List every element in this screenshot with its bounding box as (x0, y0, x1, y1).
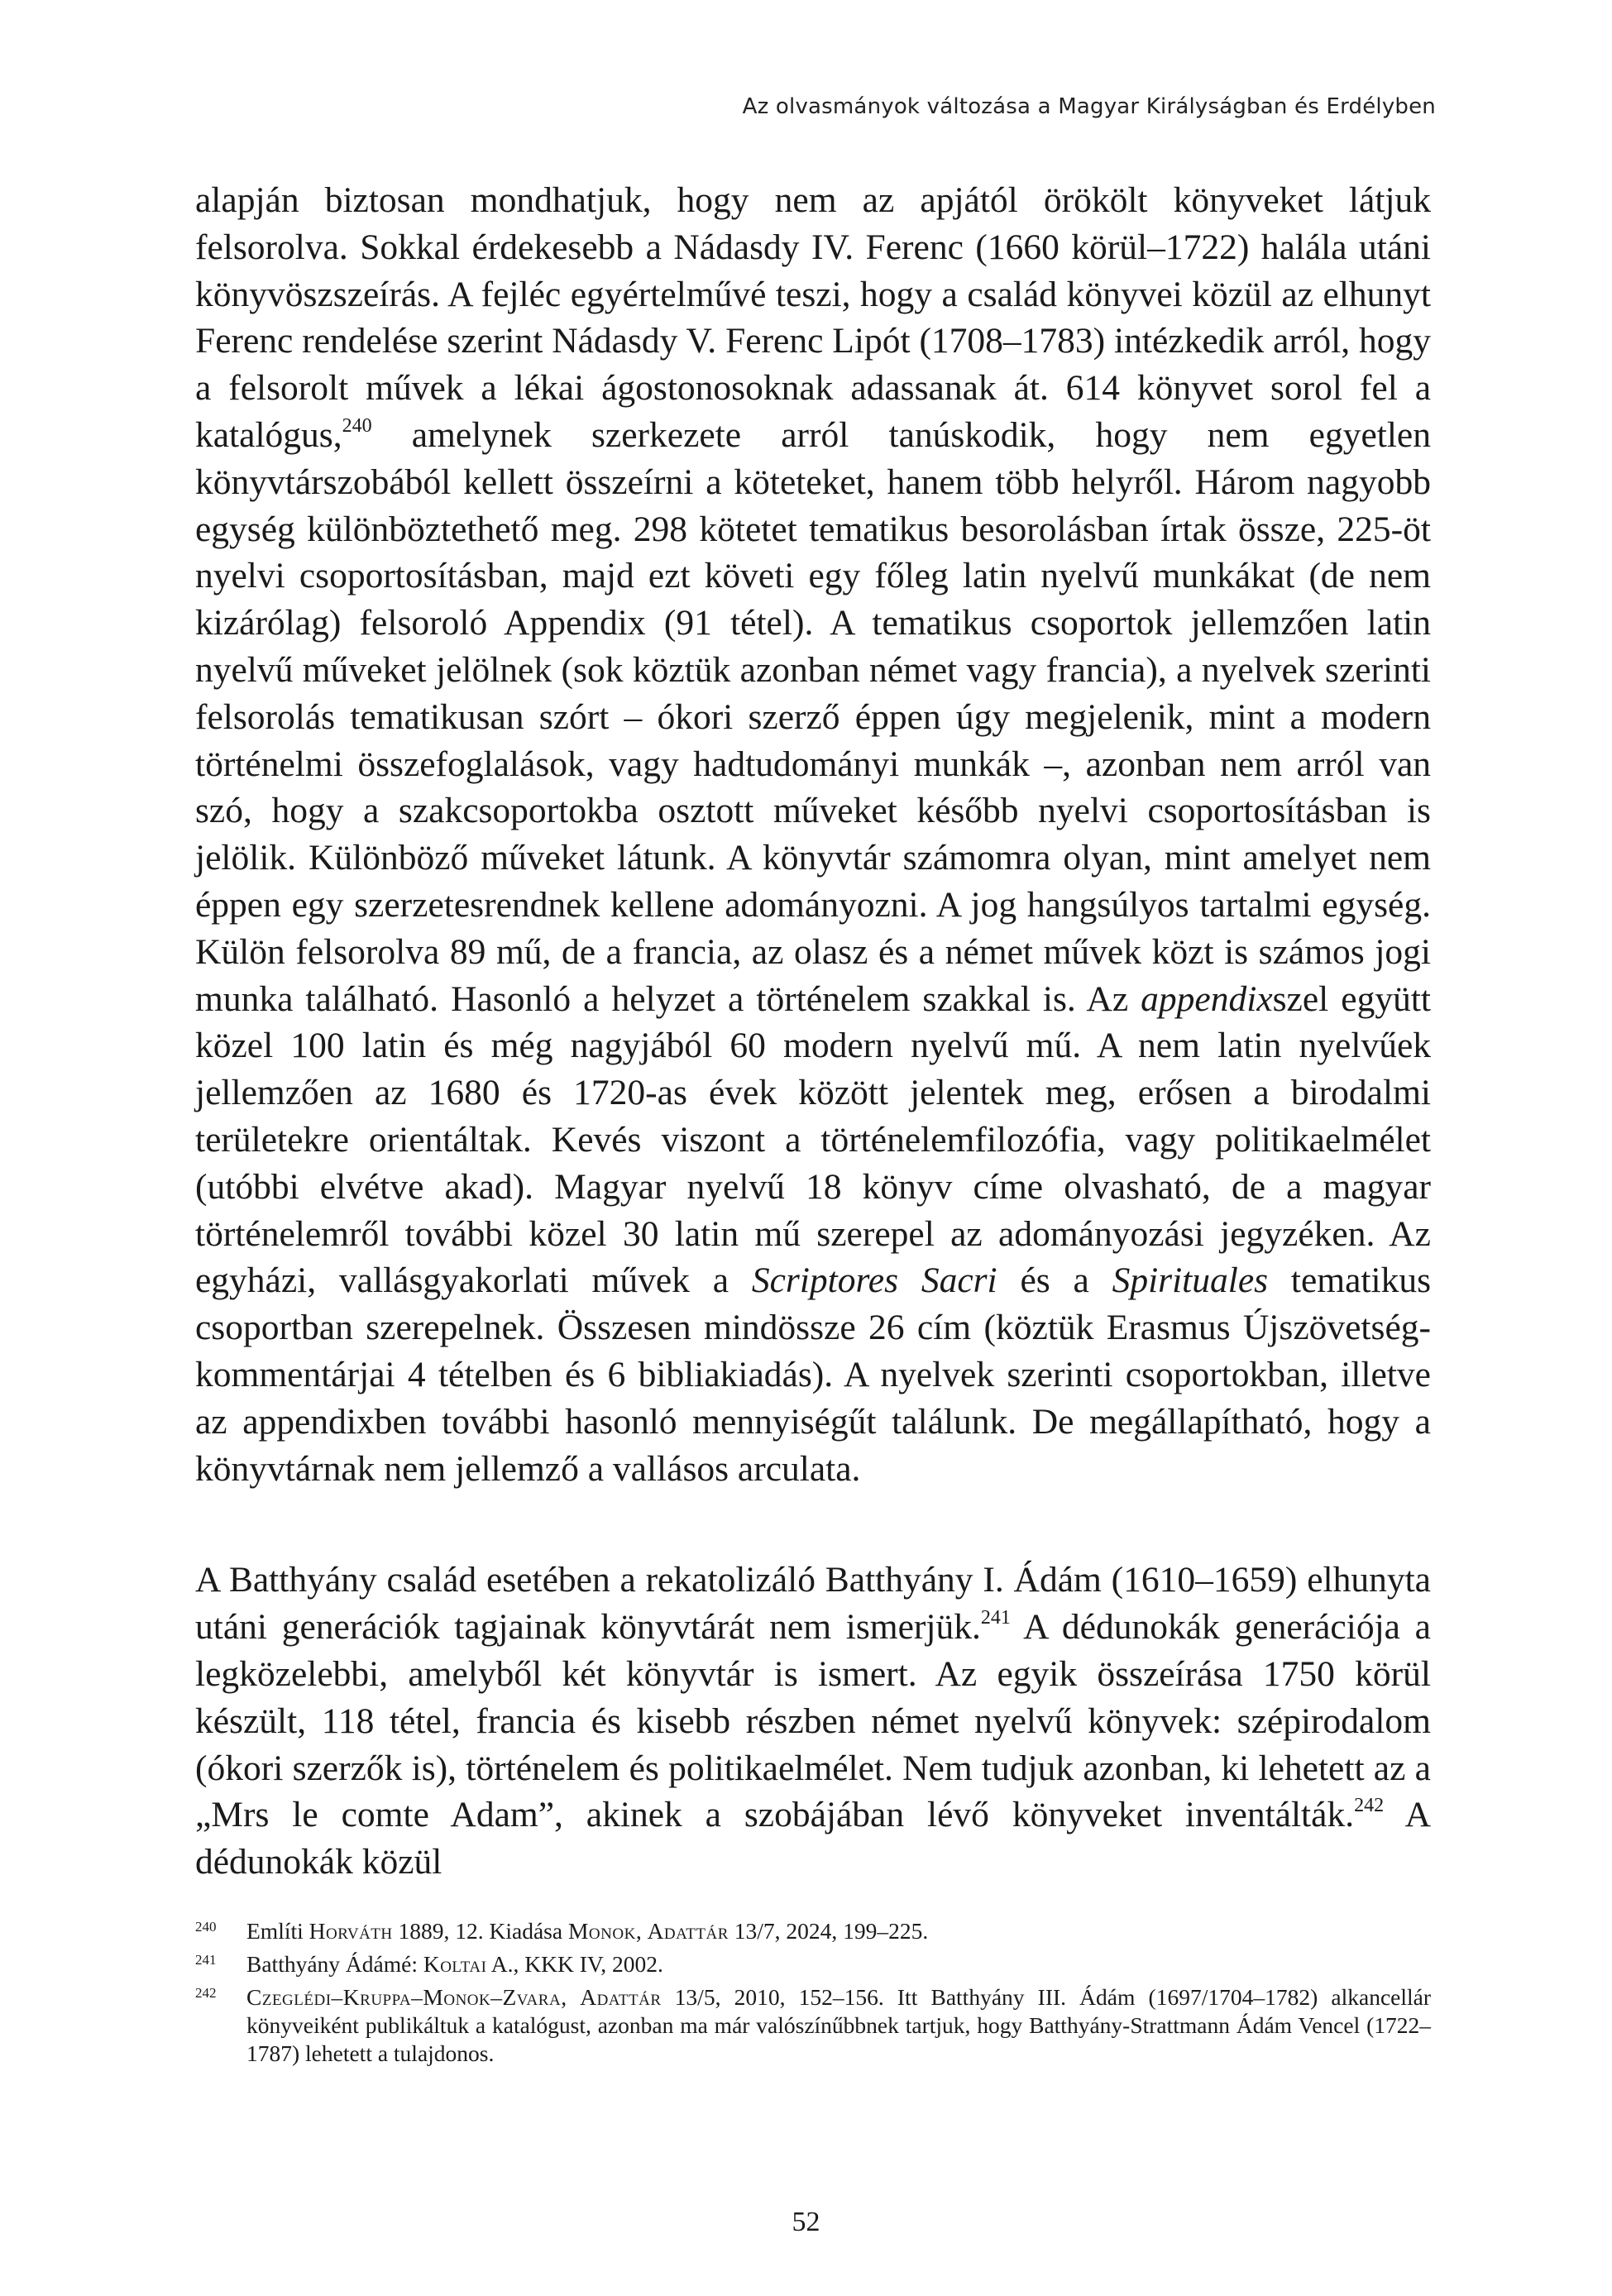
italic-scriptores-sacri: Scriptores Sacri (751, 1260, 997, 1301)
footnote-242: 242 Czeglédi–Kruppa–Monok–Zvara, Adattár 13/5, 2010, 152–156. Itt Batthyány III. Ádám (1697/1704–1782) alkancellár könyveiként publikáltuk a katalógust, azonban ma már valószínűbbnek tartjuk, hogy Batthyány-Strattmann Ádám Vencel (1722–1787) lehetett a tulajdonos. (195, 1984, 1432, 2066)
page-number: 52 (792, 2207, 820, 2237)
footnotes (195, 1917, 1431, 2073)
paragraph-nadasdy: alapján biztosan mondhatjuk, hogy nem az apjától örökölt könyveket látjuk felsorolva. Sokkal érdekesebb a Nádasdy IV. Ferenc (1660 körül–1722) halála utáni könyvöszszeírás. A fejléc egyértelművé teszi, hogy a család könyvei közül az elhunyt Ferenc rendelése szerint Nádasdy V. Ferenc Lipót (1708–1783) intézkedik arról, hogy a felsorolt művek a lékai ágostonosoknak adassanak át. 614 könyvet sorol fel a katalógus,$^{240}$ amelynek szerkezete arról tanúskodik, hogy nem egyetlen könyvtárszobából kellett összeírni a köteteket, hanem több helyről. Három nagyobb egység különböztethető meg. 298 kötetet tematikus besorolásban írtak össze, 225-öt nyelvi csoportosításban, majd ezt követi egy főleg latin nyelvű munkákat (de nem kizárólag) felsoroló Appendix (91 tétel). A tematikus csoportok jellemzően latin nyelvű műveket jelölnek (sok köztük azonban német vagy francia), a nyelvek szerinti felsorolás tematikusan szórt – ókori szerző éppen úgy megjelenik, mint a modern történelmi összefoglalások, vagy hadtudományi munkák –, azonban nem arról van szó, hogy a szakcsoportokba osztott műveket később nyelvi csoportosításban is jelölik. Különböző műveket látunk. A könyvtár számomra olyan, mint amelyet nem éppen egy szerzetesrendnek kellene adományozni. A jog hangsúlyos tartalmi egység. Külön felsorolva 89 mű, de a francia, az olasz és a német művek közt is számos jogi munka található. Hasonló a helyzet a történelem szakkal is. Az appendixszel együtt közel 100 latin és még nagyjából 60 modern nyelvű mű. A nem latin nyelvűek jellemzően az 1680 és 1720-as évek között jelentek meg, erősen a birodalmi területekre orientáltak. Kevés viszont a történelemfilozófia, vagy politikaelmélet (utóbbi elvétve akad). Magyar nyelvű 18 könyv címe olvasható, de a magyar történelemről további közel 30 latin mű szerepel az adományozási jegyzéken. Az egyházi, vallásgyakorlati művek a Scriptores Sacri és a Spirituales tematikus csoportban szerepelnek. Összesen mindössze 26 cím (köztük Erasmus Újszövetség-kommentárjai 4 tételben és 6 bibliakiadás). A nyelvek szerinti csoportokban, illetve az appendixben további hasonló mennyiségűt találunk. De megállapítható, hogy a könyvtárnak nem jellemző a vallásos arculata. (195, 180, 1432, 1489)
running-head: Az olvasmányok változása a Magyar Királyságban és Erdélyben (742, 94, 1436, 119)
footnote-number: 240 (195, 1919, 217, 1935)
footnote-ref-241: 241 (980, 1607, 1011, 1629)
footnote-number: 241 (195, 1952, 217, 1968)
italic-spirituales: Spirituales (1112, 1260, 1269, 1301)
footnote-241: 241 Batthyány Ádámé: Koltai A., KKK IV, 2002. (195, 1951, 663, 1977)
paragraph-batthyany: A Batthyány család esetében a rekatolizáló Batthyány I. Ádám (1610–1659) elhunyta utáni generációk tagjainak könyvtárát nem ismerjük.$^{241}$ A dédunokák generációja a legközelebbi, amelyből két könyvtár is ismert. Az egyik összeírása 1750 körül készült, 118 tétel, francia és kisebb részben német nyelvű könyvek: szépirodalom (ókori szerzők is), történelem és politikaelmélet. Nem tudjuk azonban, ki lehetett az a „Mrs le comte Adam”, akinek a szobájában lévő könyveket inventálták.$^{242}$ A dédunokák közül (195, 1560, 1432, 1882)
footnote-number: 242 (195, 1985, 217, 2001)
footnote-240: 240 Említi Horváth 1889, 12. Kiadása Monok, Adattár 13/7, 2024, 199–225. (195, 1918, 929, 1944)
footnote-ref-240: 240 (342, 414, 372, 437)
main-text (195, 177, 1431, 1886)
italic-appendix: appendix (1141, 978, 1273, 1019)
footnote-ref-242: 242 (1354, 1795, 1385, 1817)
